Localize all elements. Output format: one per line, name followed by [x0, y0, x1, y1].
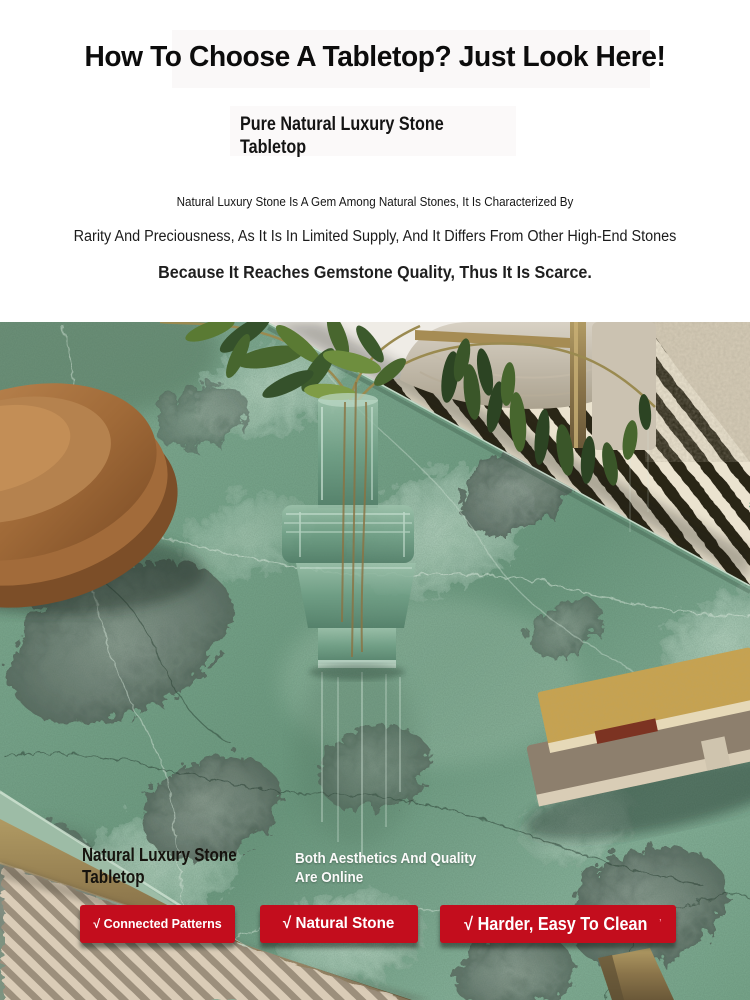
- badge-connected-patterns[interactable]: [80, 905, 235, 943]
- photo-subcaption-line2: Are Online: [295, 868, 364, 886]
- product-photo: [0, 322, 750, 1000]
- badge-natural-stone[interactable]: [260, 905, 418, 943]
- chair-side-panel: [592, 322, 656, 450]
- badge-harder-easy-clean-label: √ Harder, Easy To Clean: [464, 913, 648, 934]
- photo-caption-line1: Natural Luxury Stone: [82, 845, 237, 865]
- badge-connected-patterns-label: √ Connected Patterns: [93, 917, 222, 931]
- page-title: How To Choose A Tabletop? Just Look Here!: [84, 41, 666, 73]
- photo-subcaption-line1: Both Aesthetics And Quality: [295, 850, 477, 867]
- photo-scene: [0, 322, 750, 1000]
- photo-caption: [82, 845, 237, 888]
- product-subtitle: [240, 114, 461, 160]
- product-subtitle-line2: Tabletop: [240, 136, 307, 158]
- description-line3: Because It Reaches Gemstone Quality, Thus It Is Scarce.: [158, 262, 592, 282]
- feature-badges: [0, 905, 750, 945]
- badge-natural-stone-label: √ Natural Stone: [283, 915, 395, 932]
- description-line2: Rarity And Preciousness, As It Is In Limited Supply, And It Differs From Other High-End Stones: [73, 228, 677, 245]
- product-subtitle-line1: Pure Natural Luxury Stone: [240, 114, 444, 135]
- photo-caption-line2: Tabletop: [82, 866, 145, 887]
- header-section: [0, 0, 750, 322]
- description-line1: Natural Luxury Stone Is A Gem Among Natural Stones, It Is Characterized By: [176, 195, 574, 209]
- badge-harder-easy-clean[interactable]: √ Harder, Easy To Clean ʼ: [440, 905, 676, 943]
- photo-subcaption: [295, 850, 476, 888]
